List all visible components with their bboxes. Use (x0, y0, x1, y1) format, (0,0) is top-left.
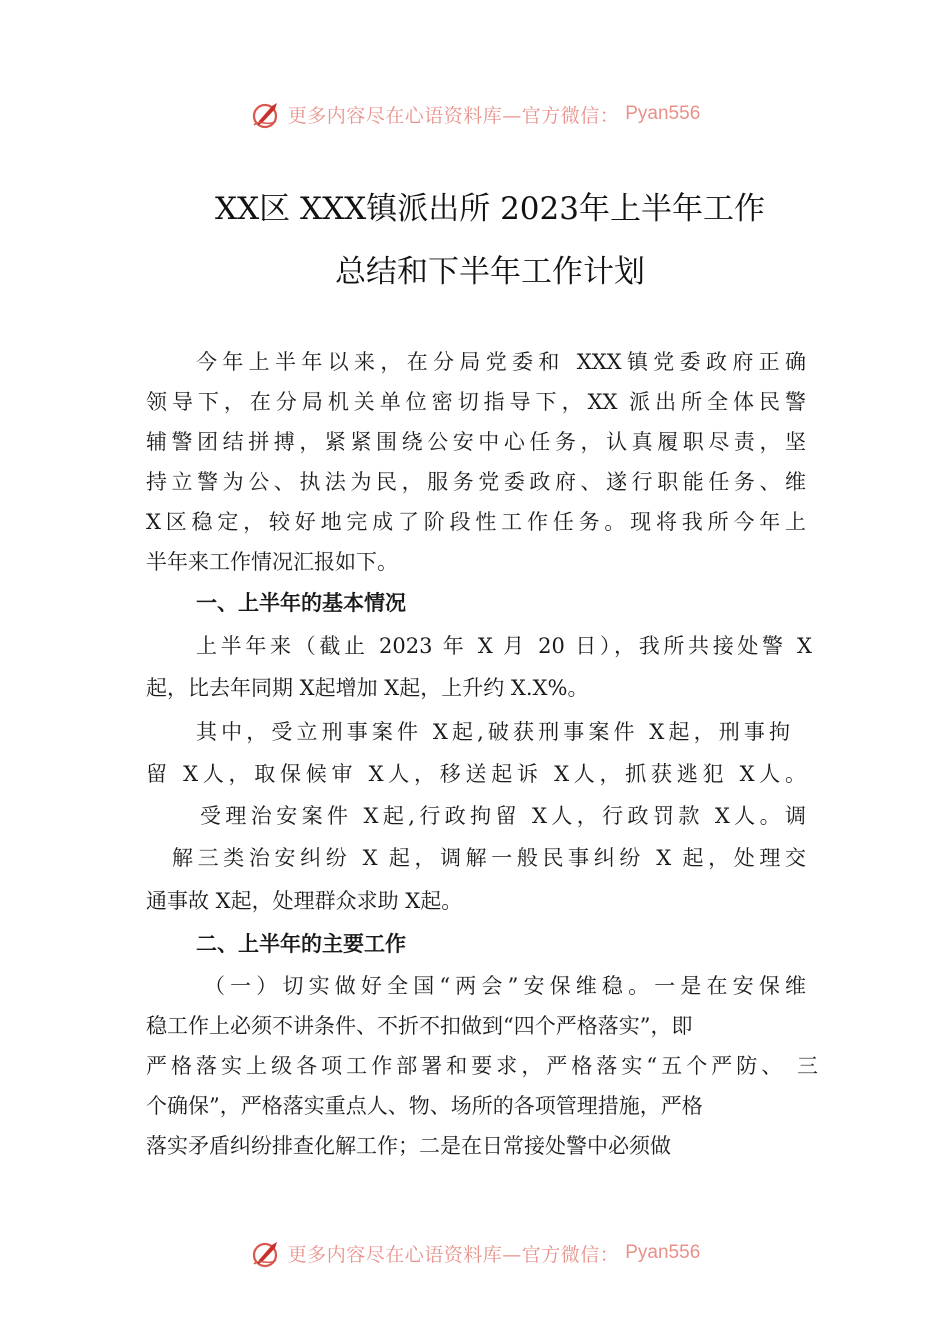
watermark-text: 更多内容尽在心语资料库—官方微信： (287, 104, 620, 127)
section1-para2-line: 其中，受立刑事案件 X起,破获刑事案件 X起，刑事拘 (196, 720, 790, 744)
document-title-line-2: 总结和下半年工作计划 (335, 254, 645, 290)
section-heading-1: 一、上半年的基本情况 (196, 591, 406, 615)
section1-para3-line: 通事故 X起，处理群众求助 X起。 (146, 889, 463, 913)
intro-line: 持立警为公、执法为民，服务党委政府、遂行职能任务、维 (146, 470, 806, 494)
intro-line: 半年来工作情况汇报如下。 (146, 550, 398, 574)
section2-para1-line: 严格落实上级各项工作部署和要求，严格落实“五个严防、 三 (146, 1054, 818, 1078)
section1-para2-line: 留 X人，取保候审 X人，移送起诉 X人，抓获逃犯 X人。 (146, 762, 806, 786)
document-title-line-1: XX区 XXX镇派出所 2023年上半年工作 (215, 191, 765, 227)
watermark-handle: Pyan556 (625, 103, 701, 124)
section1-para1-line: 上半年来（截止 2023 年 X 月 20 日），我所共接处警 X (196, 634, 812, 658)
section2-para1-line: （一）切实做好全国“两会”安保维稳。一是在安保维 (204, 974, 806, 998)
section1-para3-line: 受理治安案件 X起,行政拘留 X人，行政罚款 X人。调 (200, 804, 806, 828)
intro-line: 今年上半年以来，在分局党委和 XXX镇党委政府正确 (196, 350, 806, 374)
intro-line: 领导下，在分局机关单位密切指导下，XX 派出所全体民警 (146, 390, 806, 414)
section-heading-2: 二、上半年的主要工作 (196, 932, 406, 956)
intro-line: 辅警团结拼搏，紧紧围绕公安中心任务，认真履职尽责，坚 (146, 430, 806, 454)
watermark-handle: Pyan556 (625, 1242, 701, 1263)
section2-para1-line: 个确保”，严格落实重点人、物、场所的各项管理措施，严格 (146, 1094, 703, 1118)
pen-logo-icon (250, 97, 284, 131)
pen-logo-icon (250, 1236, 284, 1270)
section2-para1-line: 落实矛盾纠纷排查化解工作；二是在日常接处警中必须做 (146, 1134, 671, 1158)
watermark-banner-top (0, 94, 950, 134)
watermark-banner-bottom (0, 1233, 950, 1273)
section1-para1-line: 起，比去年同期 X起增加 X起，上升约 X.X%。 (146, 676, 589, 700)
section1-para3-line: 解三类治安纠纷 X 起，调解一般民事纠纷 X 起，处理交 (172, 846, 806, 870)
watermark-text: 更多内容尽在心语资料库—官方微信： (287, 1243, 620, 1266)
section2-para1-line: 稳工作上必须不讲条件、不折不扣做到“四个严格落实”，即 (146, 1014, 693, 1038)
intro-line: X区稳定，较好地完成了阶段性工作任务。现将我所今年上 (146, 510, 806, 534)
